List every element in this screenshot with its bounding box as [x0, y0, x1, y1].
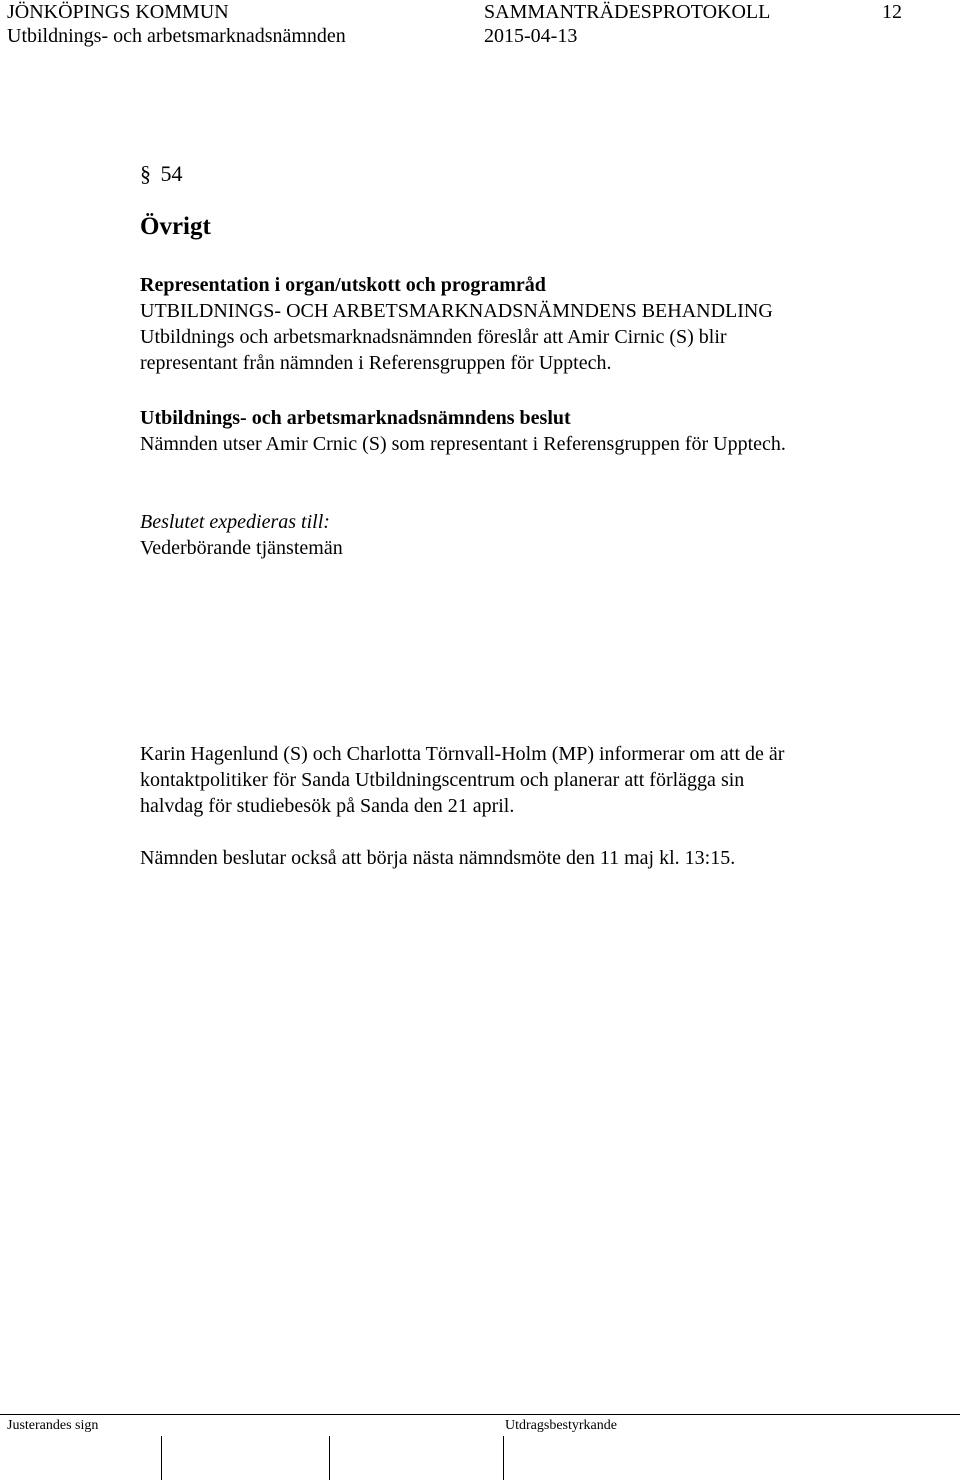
proposal-line: Utbildnings och arbetsmarknadsnämnden föreslår att Amir Cirnic (S) blir: [140, 326, 727, 348]
item-subheading: UTBILDNINGS- OCH ARBETSMARKNADSNÄMNDENS BEHANDLING: [140, 300, 773, 322]
section-number: [140, 161, 183, 187]
signature-divider: [161, 1436, 162, 1480]
paragraph-symbol: §: [140, 161, 151, 186]
section-number-value: 54: [160, 161, 183, 186]
signature-divider: [503, 1436, 504, 1480]
item-heading: Representation i organ/utskott och programråd: [140, 274, 546, 296]
page-number: 12: [882, 1, 902, 23]
proposal-line: representant från nämnden i Referensgruppen för Upptech.: [140, 352, 612, 374]
distribution-recipient: Vederbörande tjänstemän: [140, 537, 343, 559]
next-meeting-text: Nämnden beslutar också att börja nästa nämndsmöte den 11 maj kl. 13:15.: [140, 847, 736, 869]
committee-name: Utbildnings- och arbetsmarknadsnämnden: [7, 25, 346, 47]
document-type: SAMMANTRÄDESPROTOKOLL: [484, 1, 771, 23]
info-line: halvdag för studiebesök på Sanda den 21 april.: [140, 795, 515, 817]
page-title: Övrigt: [140, 213, 211, 240]
info-line: Karin Hagenlund (S) och Charlotta Törnvall-Holm (MP) informerar om att de är: [140, 743, 785, 765]
distribution-label: Beslutet expedieras till:: [140, 511, 330, 533]
footer-divider: [0, 1414, 960, 1415]
justifier-sign-label: Justerandes sign: [7, 1418, 99, 1433]
decision-heading: Utbildnings- och arbetsmarknadsnämndens beslut: [140, 407, 571, 429]
decision-text: Nämnden utser Amir Crnic (S) som representant i Referensgruppen för Upptech.: [140, 433, 786, 455]
info-line: kontaktpolitiker för Sanda Utbildningscentrum och planerar att förlägga sin: [140, 769, 745, 791]
municipality-name: JÖNKÖPINGS KOMMUN: [7, 1, 229, 23]
meeting-date: 2015-04-13: [484, 25, 578, 47]
certified-copy-label: Utdragsbestyrkande: [505, 1418, 617, 1433]
signature-divider: [329, 1436, 330, 1480]
